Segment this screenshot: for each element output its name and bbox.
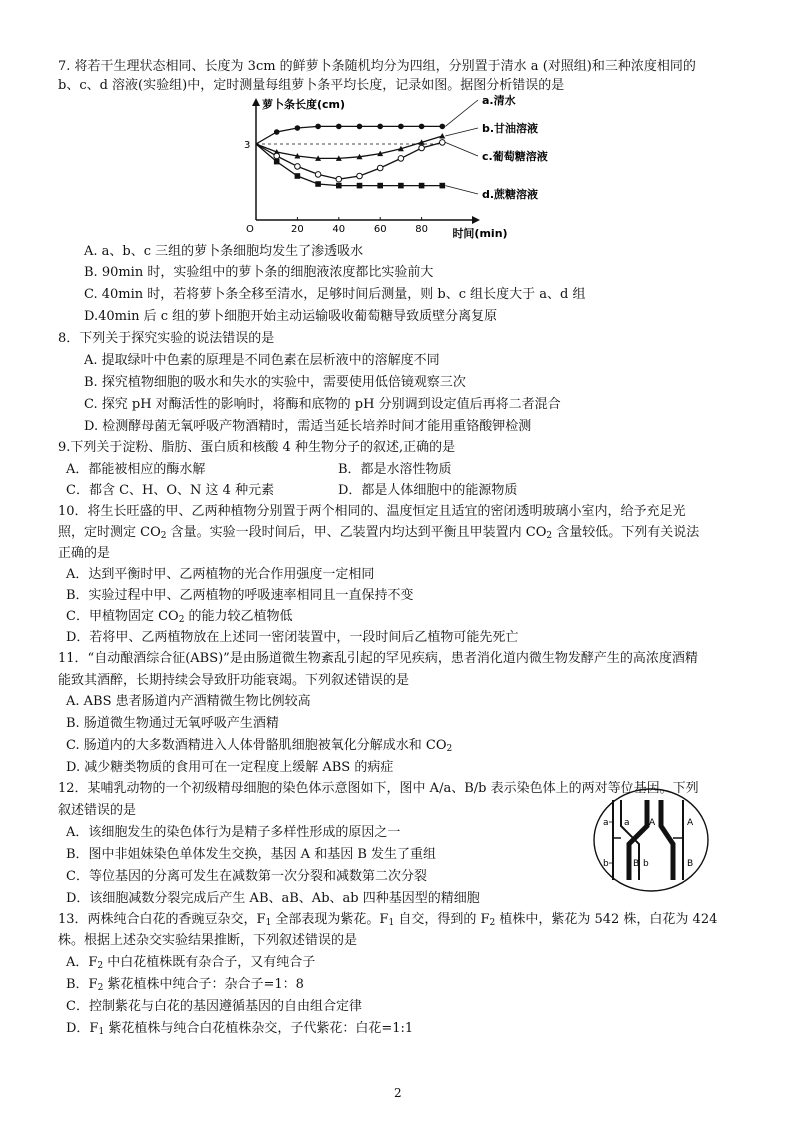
point-c xyxy=(336,176,342,182)
point-a xyxy=(419,124,425,130)
q11-option-d: D. 减少糖类物质的食用可在一定程度上缓解 ABS 的病症 xyxy=(66,760,394,775)
point-d xyxy=(315,181,321,187)
point-a xyxy=(295,125,301,131)
series-line-0 xyxy=(256,126,442,144)
legend-leader-0 xyxy=(445,100,478,126)
q8-option-a: A. 提取绿叶中色素的原理是不同色素在层析液中的溶解度不同 xyxy=(84,353,440,368)
legend-label-3: d.蔗糖溶液 xyxy=(482,188,539,201)
y-axis-arrow xyxy=(252,98,260,106)
origin-label: O xyxy=(246,224,254,235)
gene-label-B-right: B xyxy=(687,859,694,869)
q9-stem: 9.下列关于淀粉、脂肪、蛋白质和核酸 4 种生物分子的叙述,正确的是 xyxy=(58,440,456,455)
point-c xyxy=(295,164,301,170)
legend-label-0: a.清水 xyxy=(482,94,516,107)
q12-option-c: C．等位基因的分离可发生在减数第一次分裂和减数第二次分裂 xyxy=(66,869,427,884)
q11-stem-line1: 11．“自动酿酒综合征(ABS)”是由肠道微生物紊乱引起的罕见疾病，患者消化道内微生物发酵产生的高浓度酒精 xyxy=(58,651,698,666)
legend-leader-2 xyxy=(445,142,478,156)
q10-option-b: B．实验过程中甲、乙两植物的呼吸速率相同且一直保持不变 xyxy=(66,588,414,603)
point-d xyxy=(295,173,301,179)
q7-option-c: C. 40min 时，若将萝卜条全移至清水，足够时间后测量，则 b、c 组长度大于 a、d 组 xyxy=(84,287,586,302)
point-c xyxy=(440,140,446,146)
q8-stem: 8．下列关于探究实验的说法错误的是 xyxy=(58,331,275,346)
point-c xyxy=(377,165,383,171)
q10-stem-line3: 正确的是 xyxy=(58,546,111,561)
point-c xyxy=(398,156,404,162)
point-d xyxy=(357,183,363,189)
q10-stem-line2: 照，定时测定 $CO_2$ 含量。实验一段时间后，甲、乙装置内均达到平衡且甲装置内 $CO_2$ 含量较低。下列有关说法 xyxy=(58,525,700,541)
x-tick-label: 40 xyxy=(332,224,346,235)
q13-stem-line1: 13．两株纯合白花的香豌豆杂交，$F_1$ 全部表现为紫花。$F_1$ 自交，得到的 $F_2$ 植株中，紫花为 542 株，白花为 424 xyxy=(58,912,718,928)
point-d xyxy=(440,183,446,189)
legend-label-2: c.葡萄糖溶液 xyxy=(482,150,548,163)
q7-stem-line1: 7. 将若干生理状态相同、长度为 3cm 的鲜萝卜条随机均分为四组，分别置于清水 a (对照组)和三种浓度相同的 xyxy=(58,59,696,74)
point-a xyxy=(315,124,321,130)
page-number: 2 xyxy=(394,1086,402,1100)
q12-chromosome-diagram xyxy=(591,786,711,894)
gene-label-A-right: A xyxy=(687,818,694,828)
point-a xyxy=(274,129,280,135)
q13-stem-line2: 株。根据上述杂交实验结果推断，下列叙述错误的是 xyxy=(58,933,358,948)
cell-outline xyxy=(594,789,708,891)
gene-label-a-mid: a xyxy=(624,818,630,828)
gene-label-a-left: a xyxy=(603,818,609,828)
q11-stem-line2: 能致其酒醉，长期持续会导致肝功能衰竭。下列叙述错误的是 xyxy=(58,673,410,688)
point-a xyxy=(398,124,404,130)
q7-option-b: B. 90min 时，实验组中的萝卜条的细胞液浓度都比实验前大 xyxy=(84,265,434,280)
point-d xyxy=(377,183,383,189)
q7-option-a: A. a、b、c 三组的萝卜条细胞均发生了渗透吸水 xyxy=(84,244,364,259)
point-a xyxy=(357,124,363,130)
x-tick-label: 60 xyxy=(373,224,387,235)
series-line-3 xyxy=(256,144,442,186)
point-a xyxy=(377,124,383,130)
q9-option-a: A．都能被相应的酶水解 xyxy=(66,462,206,477)
legend-label-1: b.甘油溶液 xyxy=(482,122,539,135)
point-b xyxy=(439,133,445,139)
point-a xyxy=(336,124,342,130)
y-tick-label: 3 xyxy=(244,140,251,151)
x-tick-label: 80 xyxy=(415,224,428,235)
chart-title: 萝卜条长度(cm) xyxy=(262,98,346,111)
x-tick-label: 20 xyxy=(291,224,304,235)
gene-label-B-mid: B xyxy=(633,859,640,869)
q9-option-c: C．都含 C、H、O、N 这 4 种元素 xyxy=(66,483,275,498)
q13-option-d: D．$F_1$ 紫花植株与纯合白花植株杂交，子代紫花：白花=1:1 xyxy=(66,1021,414,1037)
q10-stem-line1: 10．将生长旺盛的甲、乙两种植物分别置于两个相同的、温度恒定且适宜的密闭透明玻璃小室内，给予充足光 xyxy=(58,504,686,519)
point-a xyxy=(440,124,446,130)
q10-option-c: C．甲植物固定 $CO_2$ 的能力较乙植物低 xyxy=(66,609,293,625)
q12-stem-line2: 叙述错误的是 xyxy=(58,803,137,818)
gene-label-b-mid: b xyxy=(643,859,649,869)
series-line-2 xyxy=(256,142,442,179)
q13-option-b: B．$F_2$ 紫花植株中纯合子：杂合子=1：8 xyxy=(66,977,304,993)
gene-label-b-left: b xyxy=(603,859,609,869)
q8-option-c: C. 探究 pH 对酶活性的影响时，将酶和底物的 pH 分别调到设定值后再将二者混合 xyxy=(84,397,561,412)
point-d xyxy=(336,183,342,189)
q8-option-d: D. 检测酵母菌无氧呼吸产物酒精时，需适当延长培养时间才能用重铬酸钾检测 xyxy=(84,419,532,434)
x-axis-arrow xyxy=(472,216,480,224)
q10-option-d: D．若将甲、乙两植物放在上述同一密闭装置中，一段时间后乙植物可能先死亡 xyxy=(66,630,519,645)
q13-option-c: C．控制紫花与白花的基因遵循基因的自由组合定律 xyxy=(66,999,362,1014)
point-d xyxy=(398,183,404,189)
point-c xyxy=(419,145,425,151)
q7-line-chart xyxy=(232,94,582,246)
q12-option-d: D．该细胞减数分裂完成后产生 AB、aB、Ab、ab 四种基因型的精细胞 xyxy=(66,891,480,906)
q9-option-b: B．都是水溶性物质 xyxy=(338,462,452,477)
legend-leader-1 xyxy=(445,128,478,136)
q13-option-a: A．$F_2$ 中白花植株既有杂合子，又有纯合子 xyxy=(66,955,316,971)
q11-option-b: B. 肠道微生物通过无氧呼吸产生酒精 xyxy=(66,716,279,731)
chromatid-right-outer xyxy=(661,800,673,880)
q8-option-b: B. 探究植物细胞的吸水和失水的实验中，需要使用低倍镜观察三次 xyxy=(84,375,466,390)
q12-stem-line1: 12．某哺乳动物的一个初级精母细胞的染色体示意图如下，图中 A/a、B/b 表示染色体上的两对等位基因。下列 xyxy=(58,781,699,796)
series-line-1 xyxy=(256,136,442,158)
q11-option-a: A. ABS 患者肠道内产酒精微生物比例较高 xyxy=(66,694,311,709)
q7-stem-line2: b、c、d 溶液(实验组)中，定时测量每组萝卜条平均长度，记录如图。据图分析错误的是 xyxy=(58,78,565,93)
gene-label-A-mid: A xyxy=(649,818,656,828)
q12-option-a: A．该细胞发生的染色体行为是精子多样性形成的原因之一 xyxy=(66,825,401,840)
q11-option-c: C. 肠道内的大多数酒精进入人体骨骼肌细胞被氧化分解成水和 $CO_2$ xyxy=(66,738,453,754)
legend-leader-3 xyxy=(445,186,478,194)
point-d xyxy=(419,183,425,189)
point-d xyxy=(274,159,280,165)
point-c xyxy=(274,153,280,159)
q10-option-a: A．达到平衡时甲、乙两植物的光合作用强度一定相同 xyxy=(66,567,375,582)
q7-option-d: D.40min 后 c 组的萝卜细胞开始主动运输吸收葡萄糖导致质壁分离复原 xyxy=(84,309,498,324)
point-c xyxy=(315,172,321,178)
point-c xyxy=(357,173,363,179)
x-axis-label: 时间(min) xyxy=(452,227,508,240)
q12-option-b: B．图中非姐妹染色单体发生交换，基因 A 和基因 B 发生了重组 xyxy=(66,847,437,862)
q9-option-d: D．都是人体细胞中的能源物质 xyxy=(338,483,518,498)
